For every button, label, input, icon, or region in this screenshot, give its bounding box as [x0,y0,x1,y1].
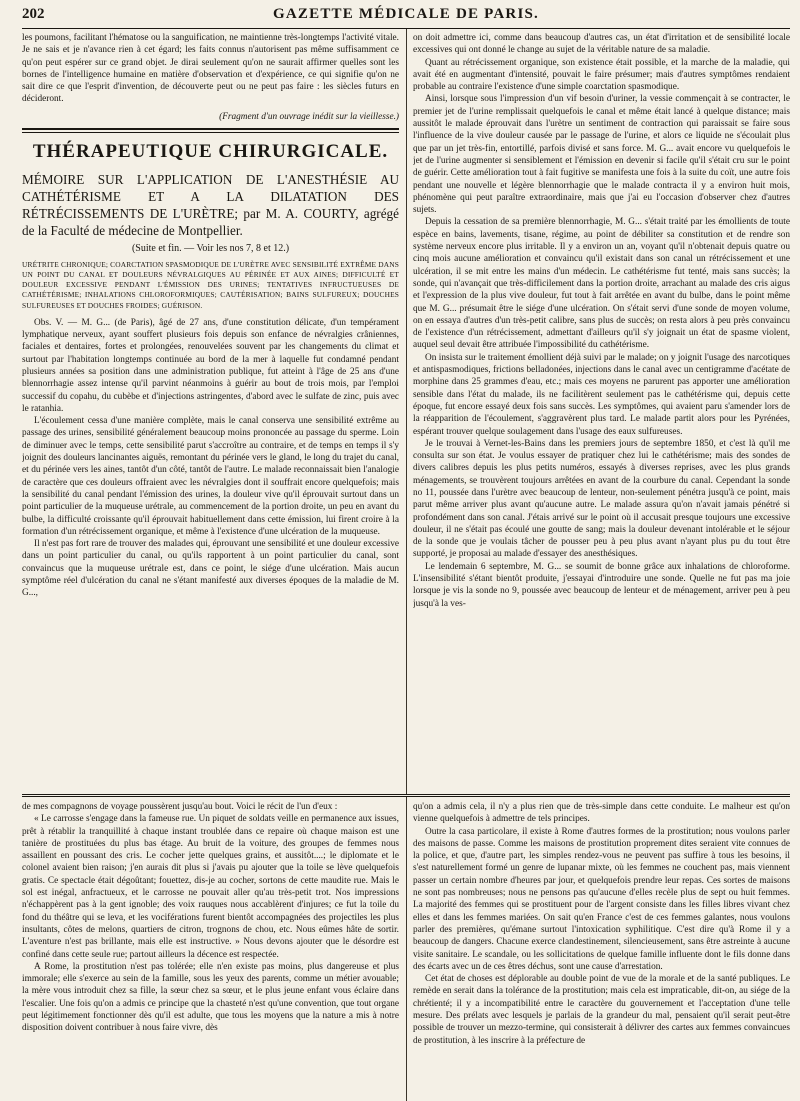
quoted-paragraph: « Le carrosse s'engage dans la fameuse rue. Un piquet de soldats veille en permanence aux issues, prêt à rétablir la tranquillité à chaque instant troublée dans ce repaire où chaque maison est une tanière de prostituées du plus bas étage. Au bruit de la voiture, des groupes de femmes nous assaillent en poussant des cris. Le cocher jette quelques grains, et aussitôt....; le diplomate et le colonel avaient bien raison; j'en aurais dit plus si j'avais pu ajouter que la toile se lève quelquefois gratis. Ce spectacle était dégoûtant; fouettez, dis-je au cocher, sortons de cette maudite rue. Mais le sol est inégal, anfractueux, et le carrosse ne pouvait aller qu'au très-petit trot. Nos impressions n'échappèrent pas à la gent ignoble; des voix rauques nous accablèrent d'injures; ce fut la toile du fond du théâtre qui se leva, et les vociférations furent bientôt accompagnées des projectiles les plus insultants, côtes de melons, quartiers de citron, trognons de chou, etc. Nous eûmes hâte de sortir. L'aventure n'est pas brillante, mais elle est instructive. » Nous devons ajouter que le désordre est confiné dans cette seule rue; partout ailleurs la décence est respectée. [22,814,399,960]
body-paragraph: Outre la casa particolare, il existe à Rome d'autres formes de la prostitution; nous voulons parler des maisons de passe. Comme les maisons de prostitution proprement dites seraient vite connues de la police, et que, d'autre part, les simples rendez-vous ne peuvent pas suffire à tous les besoins, il s'est naturellement formé un genre de lupanar mixte, où les femmes ne couchent pas, mais viennent passer un certain nombre d'heures par jour, et quelquefois prendre leur repas. Ces sortes de maisons ne sont pas nombreuses; nous ne pensons pas qu'aucune d'elles recèle plus de sept ou huit femmes. La majorité des femmes qui se prostituent pour de l'argent consiste dans les filles libres vivant chez elles et dans les femmes mariées. On sait qu'en France c'est de ces femmes galantes, nous voulons parler des premières, qu'émane surtout l'intoxication syphilitique. C'est dire qu'à Rome il y a beaucoup de dangers. Chacune exerce clandestinement, silencieusement, sans être astreinte à aucune visite sanitaire. Le scandale, ou les sollicitations de quelque famille influente dont le fils donne dans des écarts avec un de ces êtres déchus, sont une cause d'arrestation. [413,826,790,972]
body-paragraph: on doit admettre ici, comme dans beaucoup d'autres cas, un état d'irritation et de sensibilité locale excessives qui ont donné le change au sujet de la véritable nature de sa maladie. [413,33,790,56]
left-column [22,32,399,790]
memoire-title: MÉMOIRE SUR L'APPLICATION DE L'ANESTHÉSIE AU CATHÉTÉRISME ET A LA DILATATION DES RÉTRÉCISSEMENTS DE L'URÈTRE; par M. A. COURTY, agrégé de la Faculté de médecine de Montpellier. [22,171,399,238]
page-header [22,6,790,29]
body-paragraph: Il n'est pas fort rare de trouver des malades qui, éprouvant une sensibilité et une douleur excessive dans un point particulier du canal, ou qu'ils rapportent à un point particulier du canal, sont convaincus que la muqueuse urétrale est, dans ce point, le siége d'une ulcération. Mais aucun symptôme réel d'ulcération du canal ne s'étant manifesté aux diverses époques de la maladie de M. G..., [22,539,399,599]
lower-right-column [413,801,790,1097]
body-paragraph: de mes compagnons de voyage poussèrent jusqu'au bout. Voici le récit de l'un d'eux : [22,802,338,812]
journal-title: GAZETTE MÉDICALE DE PARIS. [273,6,539,22]
body-paragraph: qu'on a admis cela, il n'y a plus rien que de très-simple dans cette conduite. Le malheur est qu'on vienne quelquefois à admettre de tels principes. [413,802,790,825]
section-title: THÉRAPEUTIQUE CHIRURGICALE. [32,140,389,162]
case-summary: URÉTRITE CHRONIQUE; COARCTATION SPASMODIQUE DE L'URÈTRE AVEC SENSIBILITÉ EXTRÊME DANS UN POINT DU CANAL ET DOULEURS NÉVRALGIQUES AU PÉRINÉE ET AUX AINES; DIFFICULTÉ ET DOULEUR EXCESSIVE PENDANT L'ÉMISSION DES URINES; TENTATIVES INFRUCTUEUSES DE CATHÉTÉRISME; INHALATIONS CHLOROFORMIQUES; CAUTÉRISATION; BAINS SULFUREUX; DOUCHES SULFUREUSES ET DOUCHES FROIDES; GUÉRISON. [22,259,399,310]
right-column [413,32,790,790]
fragment-note: (Fragment d'un ouvrage inédit sur la vieillesse.) [219,111,399,122]
body-paragraph: Quant au rétrécissement organique, son existence était possible, et la marche de la maladie, qui avait été en augmentant d'intensité, pouvait le faire présumer; mais d'autres symptômes rendaient probable au contraire l'existence d'une simple coarctation spasmodique. [413,57,790,93]
lower-left-column [22,801,399,1097]
section-divider [22,128,399,133]
body-paragraph: Ainsi, lorsque sous l'impression d'un vif besoin d'uriner, la vessie commençait à se contracter, le premier jet de l'urine remplissait quelquefois le canal et même était lancé à quelque distance; mais aussitôt le malade éprouvait dans l'urètre un sentiment de contraction qui paraissait se faire sous l'influence de la vive douleur causée par le passage de l'urine, et alors ce liquide ne s'écoulait plus que par un jet très-fin, entortillé, parfois divisé et sans force. M. G... avait encore vu quelquefois le jet de l'urine augmenter si sensiblement et l'émission en devenir si facile qu'il s'était cru sur le point de guérir. Cette amélioration tout à fait fugitive se manifesta une fois à la suite du coït, une autre fois pendant une nouvelle et légère blennorrhagie que le malade contracta il y a environ huit mois, phénomène qui peut paraître extraordinaire, mais que j'ai eu l'occasion d'observer chez d'autres sujets. [413,94,790,216]
observation-paragraph: Obs. V. — M. G... (de Paris), âgé de 27 ans, d'une constitution délicate, d'un tempérament lymphatique nerveux, ayant souffert plusieurs fois depuis son enfance de névralgies crâniennes, faciales et dentaires, fortes et prolongées, renouvelées souvent par les changements du climat et surtout par l'habitation longtemps continuée au bord de la mer à laquelle fut condamné pendant plusieurs années sa position dans une administration publique, fut atteint à l'âge de 25 ans d'une blennorrhagie assez intense qu'il parvint néanmoins à guérir au bout de trois mois, par l'emploi successif du copahu, du cubèbe et d'injections astringentes, d'abord avec le sulfate de zinc, puis avec le ratanhia. [22,317,399,414]
intro-paragraph: les poumons, facilitant l'hématose ou la sanguification, ne maintienne très-longtemps l'activité vitale. Je ne sais et je n'avance rien à cet égard; les faits connus n'autorisent pas même suffisamment ce qu'on peut espérer sur ce grand objet. Je dirai seulement qu'on ne saurait affirmer quelles sont les bornes de l'intelligence humaine en matière d'observation et d'expérience, ce qui signifie qu'on ne sait dire ce que l'esprit d'invention, de découverte peut ou ne peut pas faire : les siècles futurs en décideront. [22,33,399,105]
body-paragraph: Le lendemain 6 septembre, M. G... se soumit de bonne grâce aux inhalations de chloroforme. L'insensibilité s'étant bientôt produite, j'essayai d'introduire une sonde. Quelle ne fut pas ma joie lorsque je vis la sonde no 9, poussée avec beaucoup de lenteur et de ménagement, arriver peu à peu jusqu'à la ves- [413,561,790,609]
body-paragraph: Cet état de choses est déplorable au double point de vue de la morale et de la santé publiques. Le remède en serait dans la tolérance de la prostitution; mais cela est impraticable, dit-on, au siége de la chrétienté; il y a incompatibilité entre le caractère du gouvernement et l'acceptation d'une telle mesure. Des prélats avec lesquels je parlais de la grandeur du mal, pensaient qu'il serait peut-être possible de trouver un mezzo-termine, qui consisterait à délivrer des cartes aux femmes convaincues de prostitution, à les inscrire à la préfecture de [413,974,790,1046]
upper-article-section [22,29,790,797]
lower-feuilleton-section [22,797,790,1101]
body-paragraph: Depuis la cessation de sa première blennorrhagie, M. G... s'était traité par les émollients de toute espèce en bains, lavements, tisane, régime, au point de débiliter sa constitution et de rendre son système nerveux encore plus irritable. Il y a environ un an, voyant qu'il n'obtenait depuis quatre ou cinq mois aucune amélioration et convaincu qu'il existait dans son canal un rétrécissement et une ulcération, il se mit entre les mains d'un médecin. Le cathétérisme fut tenté, mais sans succès; la sonde, qui n'avançait que très-difficilement dans la portion droite, arrachant au malade des cris aigus et l'expression de la plus vive douleur, fut tout à fait arrêtée en avant du bulbe, dans le point même que M. G... présumait être le siége d'une ulcération. On s'était servi d'une sonde de moyen volume, on en essaya d'autres d'un très-petit calibre, sans plus de succès; on resta alors à peu près convaincu de l'existence d'un rétrécissement, admettant d'ailleurs qu'il s'y joignait un état de spasme violent, auquel seul devait être attribuée l'impossibilité du cathétérisme. [413,217,790,351]
page-number: 202 [22,6,45,22]
body-paragraph: A Rome, la prostitution n'est pas tolérée; elle n'en existe pas moins, plus dangereuse et plus immorale; elle s'exerce au sein de la famille, sous les yeux des parents, comme un métier avouable; la mère vous introduit chez sa fille, la sœur chez sa sœur, et le plus jeune enfant vous éclaire dans l'escalier. Une fois qu'on a admis ce principe que la chasteté n'est qu'une convention, que tout organe peut légitimement fonctionner dès qu'il est adulte, que tous les moyens que la nature a mis à notre disposition doivent contribuer à nous faire vivre, dès [22,961,399,1034]
body-paragraph: L'écoulement cessa d'une manière complète, mais le canal conserva une sensibilité extrême au passage des urines, sensibilité généralement beaucoup moins prononcée au passage du sperme. Loin de diminuer avec le temps, cette sensibilité parut s'accroître au contraire, et de temps en temps il s'y joignit des douleurs lancinantes aiguës, remontant du périnée vers le gland, le long du trajet du canal, et du périnée vers les aines, tantôt d'un côté, tantôt de l'autre. Le malade reconnaissait bien l'analogie de caractère que ces douleurs offraient avec les névralgies dont il souffrait encore quelquefois; mais la sensibilité du canal pendant l'émission des urines, la douleur vive qu'il éprouvait surtout dans un point particulier de la muqueuse urétrale, au commencement de la portion droite, un peu en avant du bulbe, la difficulté croissante qu'il éprouvait habituellement dans cette émission, lui firent croire à la formation d'un rétrécissement organique, et même à l'existence d'une ulcération de la muqueuse. [22,416,399,537]
body-paragraph: On insista sur le traitement émollient déjà suivi par le malade; on y joignit l'usage des narcotiques et antispasmodiques, frictions belladonées, injections dans le canal avec un centigramme d'acétate de morphine dans 25 grammes d'eau, etc.; mais ces moyens ne parurent pas apporter une amélioration sensible dans l'état du malade, ils ne facilitèrent seulement pas le cathétérisme qui, depuis cette époque, fut encore essayé deux fois sans succès. Les symptômes, qui avaient paru s'amender lors de la réapparition de l'écoulement, s'aggravèrent plus tard. Le malade partit alors pour les Pyrénées, espérant trouver quelque soulagement dans l'usage des eaux sulfureuses. [413,352,790,437]
continuation-note: (Suite et fin. — Voir les nos 7, 8 et 12.) [131,242,290,254]
body-paragraph: Je le trouvai à Vernet-les-Bains dans les premiers jours de septembre 1850, et c'est là qu'il me consulta sur son état. Je voulus essayer de pratiquer chez lui le cathétérisme; mais des sondes de divers calibres depuis les plus petits numéros, essayés à diverses reprises, avec les plus grands ménagements, se trouvèrent toujours arrêtées en avant de la courbure du canal. Cependant la sonde no 11, poussée dans l'urètre avec beaucoup de lenteur, non-seulement pénétra jusqu'à ce point, mais parut même arriver plus avant qu'aucune autre. Le malade assura qu'on n'avait jamais pénétré si profondément dans son canal. J'étais arrivé sur le point où il accusait presque toujours une excessive douleur, il ne s'était pas écoulé une goutte de sang; mais la douleur devenant intolérable et le séjour de la sonde que je voulais tâcher de pousser peu à peu plus avant n'ayant plus pu du tout être supporté, je proposai au malade d'essayer des anesthésiques. [413,438,790,560]
